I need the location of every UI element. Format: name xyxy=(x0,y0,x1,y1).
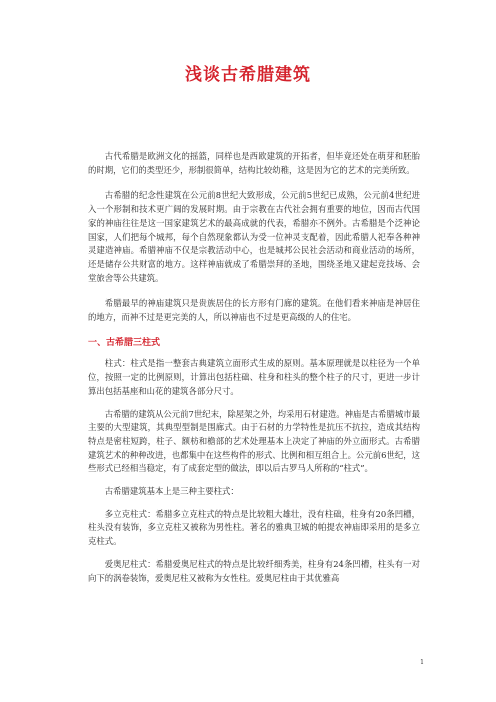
spacer xyxy=(88,499,420,508)
spacer xyxy=(88,476,420,485)
paragraph-doric: 多立克柱式：希腊多立克柱式的特点是比较粗大雄壮，没有柱础，柱身有20条凹槽，柱头没有装饰，多立克柱又被称为男性柱。著名的雅典卫城的帕提农神庙即采用的是多立克柱式。 xyxy=(88,508,420,547)
paragraph-order-definition: 柱式：柱式是指一整套古典建筑立面形式生成的原则。基本原理就是以柱径为一个单位，按照一定的比例原则，计算出包括柱础、柱身和柱头的整个柱子的尺寸，更进一步计算出包括基座和山花的建筑各部分尺寸。 xyxy=(88,358,420,396)
paragraph-three-orders: 古希腊建筑基本上是三种主要柱式： xyxy=(104,486,239,497)
spacer xyxy=(88,325,420,337)
spacer xyxy=(88,399,420,408)
paragraph-temples: 古希腊的纪念性建筑在公元前8世纪大致形成，公元前5世纪已成熟，公元前4世纪进入一个形制和技术更广阔的发展时期。由于宗教在古代社会拥有重要的地位，因而古代国家的神庙往往是这一国家建筑艺术的最高成就的代表，希腊亦不例外。古希腊是个泛神论国家，人们把每个城邦，每个自然现象都认为受一位神灵支配着，因此希腊人祀奉各种神灵建造神庙。希腊神庙不仅是宗教活动中心，也是城邦公民社会活动和商业活动的场所，还是储存公共财富的地方。这样神庙就成了希腊崇拜的圣地，围绕圣地又建起竞技场、会堂旅舍等公共建筑。 xyxy=(88,190,420,283)
paragraph-stone-construction: 古希腊的建筑从公元前7世纪末，除屋架之外，均采用石材建造。神庙是古希腊城市最主要的大型建筑，其典型型制是围廊式。由于石材的力学特性是抗压不抗拉，造成其结构特点是密柱短跨，柱子、额枋和檐部的艺术处理基本上决定了神庙的外立面形式。古希腊建筑艺术的种种改进，也都集中在这些构件的形式、比例和相互组合上。公元前6世纪，这些形式已经相当稳定，有了成套定型的做法，即以后古罗马人所称的“柱式”。 xyxy=(88,408,420,474)
spacer xyxy=(88,177,420,189)
paragraph-ionic: 爱奥尼柱式：希腊爱奥尼柱式的特点是比较纤细秀美，柱身有24条凹槽，柱头有一对向下的涡卷装饰，爱奥尼柱又被称为女性柱。爱奥尼柱由于其优雅高 xyxy=(88,558,420,583)
page-number: 1 xyxy=(420,659,424,666)
paragraph-early-temples: 希腊最早的神庙建筑只是贵族居住的长方形有门廊的建筑。在他们看来神庙是神居住的地方，而神不过是更完美的人，所以神庙也不过是更高级的人的住宅。 xyxy=(88,298,420,323)
section-heading: 一、古希腊三柱式 xyxy=(88,337,161,348)
spacer xyxy=(88,350,420,357)
paragraph-intro: 古代希腊是欧洲文化的摇篮，同样也是西欧建筑的开拓者，但毕竟还处在萌芽和胚胎的时期，它们的类型还少，形制很简单，结构比较幼稚，这是因为它的艺术的完美所致。 xyxy=(88,151,420,175)
spacer xyxy=(88,285,420,297)
document-title: 浅谈古希腊建筑 xyxy=(185,65,311,85)
spacer xyxy=(88,549,420,558)
document-body xyxy=(88,150,420,585)
